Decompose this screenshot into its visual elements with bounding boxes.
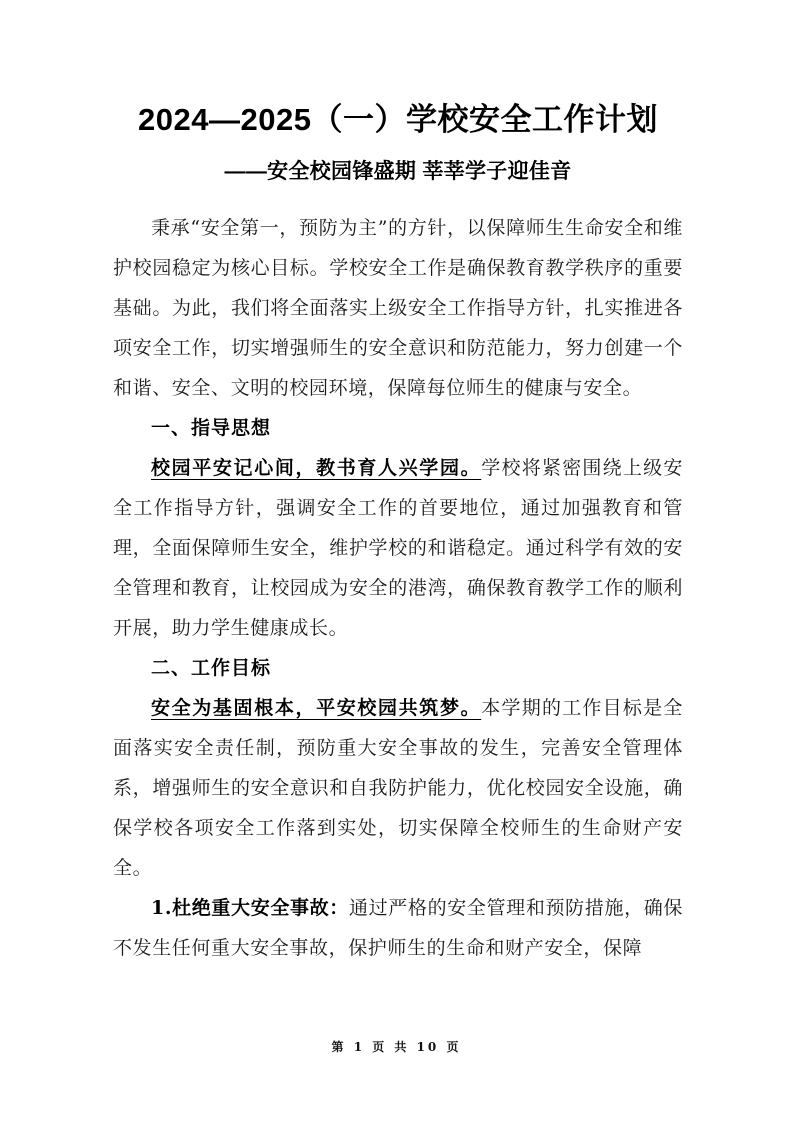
section-heading-1: 一、指导思想 [151,417,272,439]
section-paragraph-2 [113,688,683,888]
section-lead-2: 安全为基固根本，平安校园共筑梦。 [151,697,482,719]
section-lead-1: 校园平安记心间，教书育人兴学园。 [151,457,482,479]
section-heading-2: 二、工作目标 [151,657,272,679]
document-subtitle: ——安全校园锋盛期 莘莘学子迎佳音 [224,160,572,183]
page-content [113,0,683,968]
list-item-text: 通过严格的安全管理和预防措施，确保不发生任何重大安全事故，保护师生的生命和财产安全，保障 [113,897,684,959]
section-paragraph-1 [113,448,683,648]
document-title: 2024—2025（一）学校安全工作计划 [138,102,658,137]
list-item-lead: 1.杜绝重大安全事故： [151,897,349,919]
section-text-2: 本学期的工作目标是全面落实安全责任制，预防重大安全事故的发生，完善安全管理体系，增强师生的安全意识和自我防护能力，优化校园安全设施，确保学校各项安全工作落到实处，切实保障全校师生的生命财产安全。 [113,697,683,879]
document-body [113,208,683,968]
section-text-1: 学校将紧密围绕上级安全工作指导方针，强调安全工作的首要地位，通过加强教育和管理，全面保障师生安全，维护学校的和谐稳定。通过科学有效的安全管理和教育，让校园成为安全的港湾，确保教育教学工作的顺利开展，助力学生健康成长。 [113,457,683,639]
list-item [113,888,683,968]
page-footer: 第 1 页 共 10 页 [331,1040,462,1054]
intro-paragraph: 秉承“安全第一，预防为主”的方针，以保障师生生命安全和维护校园稳定为核心目标。学校安全工作是确保教育教学秩序的重要基础。为此，我们将全面落实上级安全工作指导方针，扎实推进各项安全工作，切实增强师生的安全意识和防范能力，努力创建一个和谐、安全、文明的校园环境，保障每位师生的健康与安全。 [113,217,683,399]
